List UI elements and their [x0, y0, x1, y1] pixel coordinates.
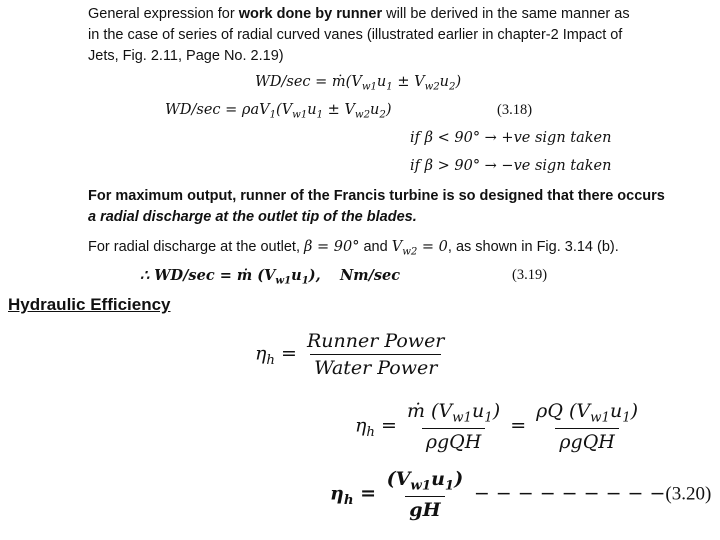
- max-output-line-2: a radial discharge at the outlet tip of the blades.: [88, 209, 417, 225]
- condition-beta-less: if β < 90° → +ve sign taken: [410, 130, 612, 146]
- equation-efficiency-definition: $\eta_h$ = $\frac{\text{Runner Power}}{\text{Water Power}}$: [255, 330, 448, 379]
- equation-efficiency-final: $\eta_h$ = $\frac{(V_{w1}u_1)}{gH}$ − − − − − − − − −(3.20): [330, 468, 712, 521]
- radial-discharge-line: For radial discharge at the outlet, β = 90° and $V_{w2} = 0$, as shown in Fig. 3.14 (b).: [88, 239, 619, 258]
- equation-efficiency-expanded: $\eta_h$ = $\frac{ṁ (V_{w1}u_1)}{\text{ρgQH}}$ = $\frac{\rho Q (V_{w1}u_1)}{\text{ρgQH}}$: [355, 400, 639, 453]
- condition-beta-greater: if β > 90° → −ve sign taken: [410, 158, 612, 174]
- section-heading-hydraulic-efficiency: Hydraulic Efficiency: [8, 295, 171, 314]
- equation-work-done-radial: ∴ WD/sec = ṁ $(V_{w1}u_1)$,: [140, 267, 321, 287]
- intro-line-3: Jets, Fig. 2.11, Page No. 2.19): [88, 48, 284, 64]
- fraction-numerator: Runner Power: [306, 330, 445, 352]
- intro-line-1: General expression for work done by runner will be derived in the same manner as: [88, 6, 630, 22]
- fraction-denominator: Water Power: [310, 354, 441, 379]
- equation-work-done-density: $WD/\sec = \rho aV_1(V_{w1}u_1 \pm V_{w2}u_2)$: [165, 102, 392, 121]
- max-output-line-1: For maximum output, runner of the Francis turbine is so designed that there occurs: [88, 188, 665, 204]
- equation-work-done: $WD/\sec = ṁ(V_{w1}u_1 \pm V_{w2}u_2)$: [255, 74, 462, 93]
- equation-number-3-20: (3.20): [665, 483, 712, 505]
- equation-number-3-19: (3.19): [512, 267, 548, 283]
- intro-bold: work done by runner: [238, 6, 383, 22]
- equation-number-3-18: (3.18): [497, 102, 533, 118]
- intro-line-2: in the case of series of radial curved vanes (illustrated earlier in chapter-2 Impact of: [88, 27, 623, 43]
- unit-nm-per-sec: Nm/sec: [340, 267, 401, 284]
